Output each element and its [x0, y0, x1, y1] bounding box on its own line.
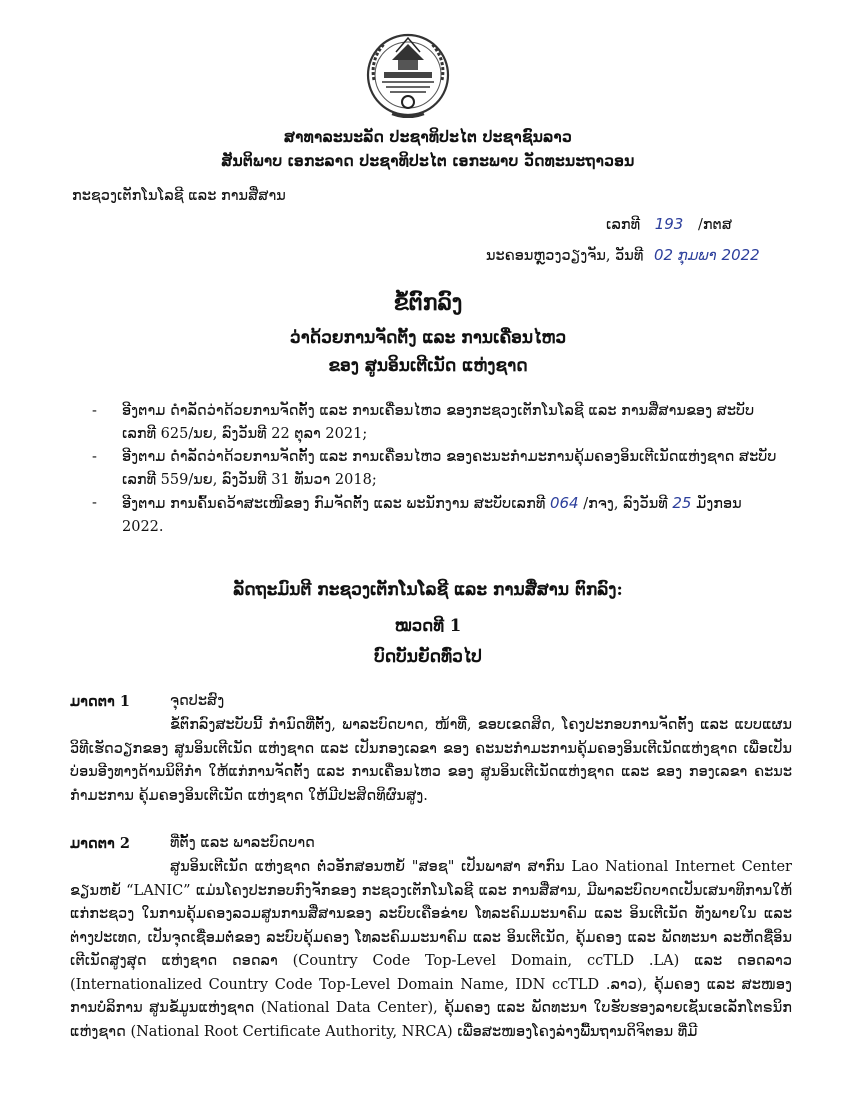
article-number: ມາດຕາ 2	[70, 835, 130, 852]
article-number: ມາດຕາ 1	[70, 693, 130, 710]
bullet-dash: -	[92, 449, 97, 465]
document-title: ວ່າດ້ວຍການຈັດຕັ້ງ ແລະ ການເຄື່ອນໄຫວ	[289, 328, 567, 348]
reference-day-handwritten: 25	[672, 494, 692, 512]
article-heading	[70, 690, 792, 714]
chapter-number: ໝວດທີ 1	[394, 616, 462, 635]
document-subtitle: ຂອງ ສູນອິນເຕີເນັດ ແຫ່ງຊາດ	[328, 356, 528, 376]
article-1	[70, 690, 792, 808]
place-date-value: 02 ກຸມພາ 2022	[653, 246, 760, 264]
article-body: ຂໍ້ຕົກລົງສະບັບນີ້ ກຳນົດທີ່ຕັ້ງ, ພາລະບົດບາດ, ໜ້າທີ່, ຂອບເຂດສິດ, ໂຄງປະກອບການຈັດຕັ້ງ ແລະ ແບບແຜນວິທີເຮັດວຽກຂອງ ສູນອິນເຕີເນັດ ແຫ່ງຊາດ ແລະ ເປັນກອງເລຂາ ຂອງ ຄະນະກຳມະການຄຸ້ມຄອງອິນເຕີເນັດແຫ່ງຊາດ ເພື່ອເປັນບ່ອນອີງທາງດ້ານນິຕິກຳ ໃຫ້ແກ່ການຈັດຕັ້ງ ແລະ ການເຄື່ອນໄຫວ ຂອງ ສູນອິນເຕີເນັດແຫ່ງຊາດ ແລະ ຂອງ ກອງເລຂາ ຄະນະກຳມະການ ຄຸ້ມຄອງອິນເຕີເນັດ ແຫ່ງຊາດ ໃຫ້ມີປະສິດທິຜົນສູງ.	[70, 717, 792, 804]
article-2	[70, 832, 792, 1044]
reference-item	[92, 492, 782, 539]
national-emblem-icon	[362, 30, 454, 118]
national-motto: ສັນຕິພາບ ເອກະລາດ ປະຊາທິປະໄຕ ເອກະພາບ ວັດທະນະຖາວອນ	[221, 151, 635, 170]
reference-text: ມັງກອນ 2022.	[122, 496, 742, 535]
document-number	[606, 215, 732, 233]
article-title: ຈຸດປະສົງ	[170, 693, 225, 709]
reference-text: ອີງຕາມ ການຄົ້ນຄວ້າສະເໜີຂອງ ກົມຈັດຕັ້ງ ແລະ ພະນັກງານ ສະບັບເລກທີ	[122, 496, 546, 512]
document-number-label: ເລກທີ	[606, 217, 641, 233]
place-date-label: ນະຄອນຫຼວງວຽງຈັນ, ວັນທີ	[486, 248, 644, 264]
article-heading	[70, 832, 792, 856]
reference-item	[92, 400, 782, 446]
place-date	[486, 246, 760, 264]
reference-item	[92, 446, 782, 492]
bullet-dash: -	[92, 495, 97, 511]
reference-text: ອີງຕາມ ດຳລັດວ່າດ້ວຍການຈັດຕັ້ງ ແລະ ການເຄື່ອນໄຫວ ຂອງກະຊວງເຕັກໂນໂລຊີ ແລະ ການສື່ສານຂອງ ສະບັບເລກທີ 625/ນຍ, ລົງວັນທີ 22 ຕຸລາ 2021;	[122, 403, 755, 442]
decision-heading: ລັດຖະມົນຕີ ກະຊວງເຕັກໂນໂລຊີ ແລະ ການສື່ສານ ຕົກລົງ:	[233, 580, 623, 600]
chapter-title: ບົດບັນຍັດທົ່ວໄປ	[374, 647, 482, 667]
article-title: ທີ່ຕັ້ງ ແລະ ພາລະບົດບາດ	[170, 835, 315, 851]
reference-text: /ກຈງ, ລົງວັນທີ	[583, 496, 668, 512]
references-list	[92, 400, 782, 539]
article-body: ສູນອິນເຕີເນັດ ແຫ່ງຊາດ ຕໍ່ວອັກສອນຫຍໍ້ "ສອຊ" ເປັນພາສາ ສາກົນ Lao National Internet Center ຂຽນຫຍໍ້ “LANIC” ແມ່ນໂຄງປະກອບກົງຈັກຂອງ ກະຊວງເຕັກໂນໂລຊີ ແລະ ການສື່ສານ, ມີພາລະບົດບາດເປັນເສນາທິການໃຫ້ແກ່ກະຊວງ ໃນການຄຸ້ມຄອງລວມສູນການສື່ສານຂອງ ລະບົບເຄືອຂ່າຍ ໂທລະຄົມມະນາຄົມ ແລະ ອິນເຕີເນັດ ທັງພາຍໃນ ແລະ ຕ່າງປະເທດ, ເປັນຈຸດເຊື່ອມຕໍ່ຂອງ ລະບົບຄຸ້ມຄອງ ໂທລະຄົມມະນາຄົມ ແລະ ອິນເຕີເນັດ, ຄຸ້ມຄອງ ແລະ ພັດທະນາ ລະຫັດຊື່ອິນເຕີເນັດສູງສຸດ ແຫ່ງຊາດ ດອດລາ (Country Code Top-Level Domain, ccTLD .LA) ແລະ ດອດລາວ (Internationalized Country Code Top-Level Domain Name, IDN ccTLD .ລາວ), ຄຸ້ມຄອງ ແລະ ສະໜອງການບໍລິການ ສູນຂໍ້ມູນແຫ່ງຊາດ (National Data Center), ຄຸ້ມຄອງ ແລະ ພັດທະນາ ໃບຮັບຮອງລາຍເຊັນເອເລັກໂຕຣນິກແຫ່ງຊາດ (National Root Certificate Authority, NRCA) ເພື່ອສະໜອງໂຄງລ່າງພື້ນຖານດິຈິຕອນ ທີ່ມີ	[70, 859, 792, 1040]
reference-text: ອີງຕາມ ດຳລັດວ່າດ້ວຍການຈັດຕັ້ງ ແລະ ການເຄື່ອນໄຫວ ຂອງຄະນະກຳມະການຄຸ້ມຄອງອິນເຕີເນັດແຫ່ງຊາດ ສະບັບເລກທີ 559/ນຍ, ລົງວັນທີ 31 ທັນວາ 2018;	[122, 449, 777, 488]
document-number-suffix: /ກຕສ	[697, 217, 733, 233]
bullet-dash: -	[92, 403, 97, 419]
reference-number-handwritten: 064	[549, 494, 579, 512]
country-name: ສາທາລະນະລັດ ປະຊາທິປະໄຕ ປະຊາຊົນລາວ	[284, 127, 572, 146]
document-type: ຂໍ້ຕົກລົງ	[393, 290, 463, 316]
document-number-value: 193	[654, 215, 684, 233]
ministry-name: ກະຊວງເຕັກໂນໂລຊີ ແລະ ການສື່ສານ	[72, 188, 286, 204]
